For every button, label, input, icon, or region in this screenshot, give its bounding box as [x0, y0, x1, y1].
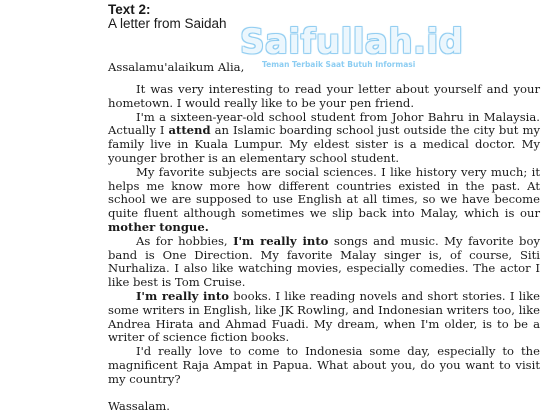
paragraph-text: My favorite subjects are social sciences. I like history very much; it helps me know more how different countries existed in the past. At school we are supposed to use English at all times, so we have become quite fluent although sometimes we slip back into Malay, which is our [108, 164, 540, 221]
letter-paragraph [108, 235, 540, 290]
letter-closing: Wassalam. [108, 399, 170, 413]
paragraph-text: songs and music. My favorite boy band is One Direction. My favorite Malay singer is, of course, Siti Nurhaliza. I also like watching movies, especially comedies. The actor I like best is Tom Cruise. [108, 233, 541, 290]
letter-body [108, 83, 540, 387]
paragraph-text: I'd really love to come to Indonesia some day, especially to the magnificent Raja Ampat in Papua. What about you, do you want to visit my country? [108, 344, 540, 386]
bold-phrase: I'm really into [136, 288, 229, 303]
letter-paragraph [108, 111, 540, 166]
watermark-brand: Saifullah.id [240, 22, 464, 62]
text-heading: Text 2: [108, 2, 151, 17]
bold-phrase: attend [168, 123, 211, 138]
paragraph-text: I'm a sixteen-year-old school student from Johor Bahru in Malaysia. Actually I [108, 109, 540, 138]
letter-paragraph [108, 290, 540, 345]
paragraph-text: books. I like reading novels and short stories. I like some writers in English, like JK Rowling, and Indonesian writers too, like Andrea Hirata and Ahmad Fuadi. My dream, when I'm older, is to be a writer of science fiction books. [108, 288, 541, 345]
bold-phrase: I'm really into [233, 233, 329, 248]
letter-paragraph [108, 83, 540, 111]
letter-salutation: Assalamu'alaikum Alia, [108, 60, 245, 74]
bold-phrase: mother tongue. [108, 219, 209, 234]
paragraph-text: an Islamic boarding school just outside the city but my family live in Kuala Lumpur. My eldest sister is a medical doctor. My younger brother is an elementary school student. [108, 123, 540, 165]
letter-paragraph [108, 166, 540, 235]
watermark-tagline: Teman Terbaik Saat Butuh Informasi [262, 60, 416, 69]
text-subheading: A letter from Saidah [108, 16, 227, 31]
paragraph-text: It was very interesting to read your letter about yourself and your hometown. I would really like to be your pen friend. [108, 82, 540, 110]
letter-paragraph [108, 345, 540, 386]
watermark-logo [240, 22, 540, 78]
paragraph-text: As for hobbies, [136, 233, 234, 248]
